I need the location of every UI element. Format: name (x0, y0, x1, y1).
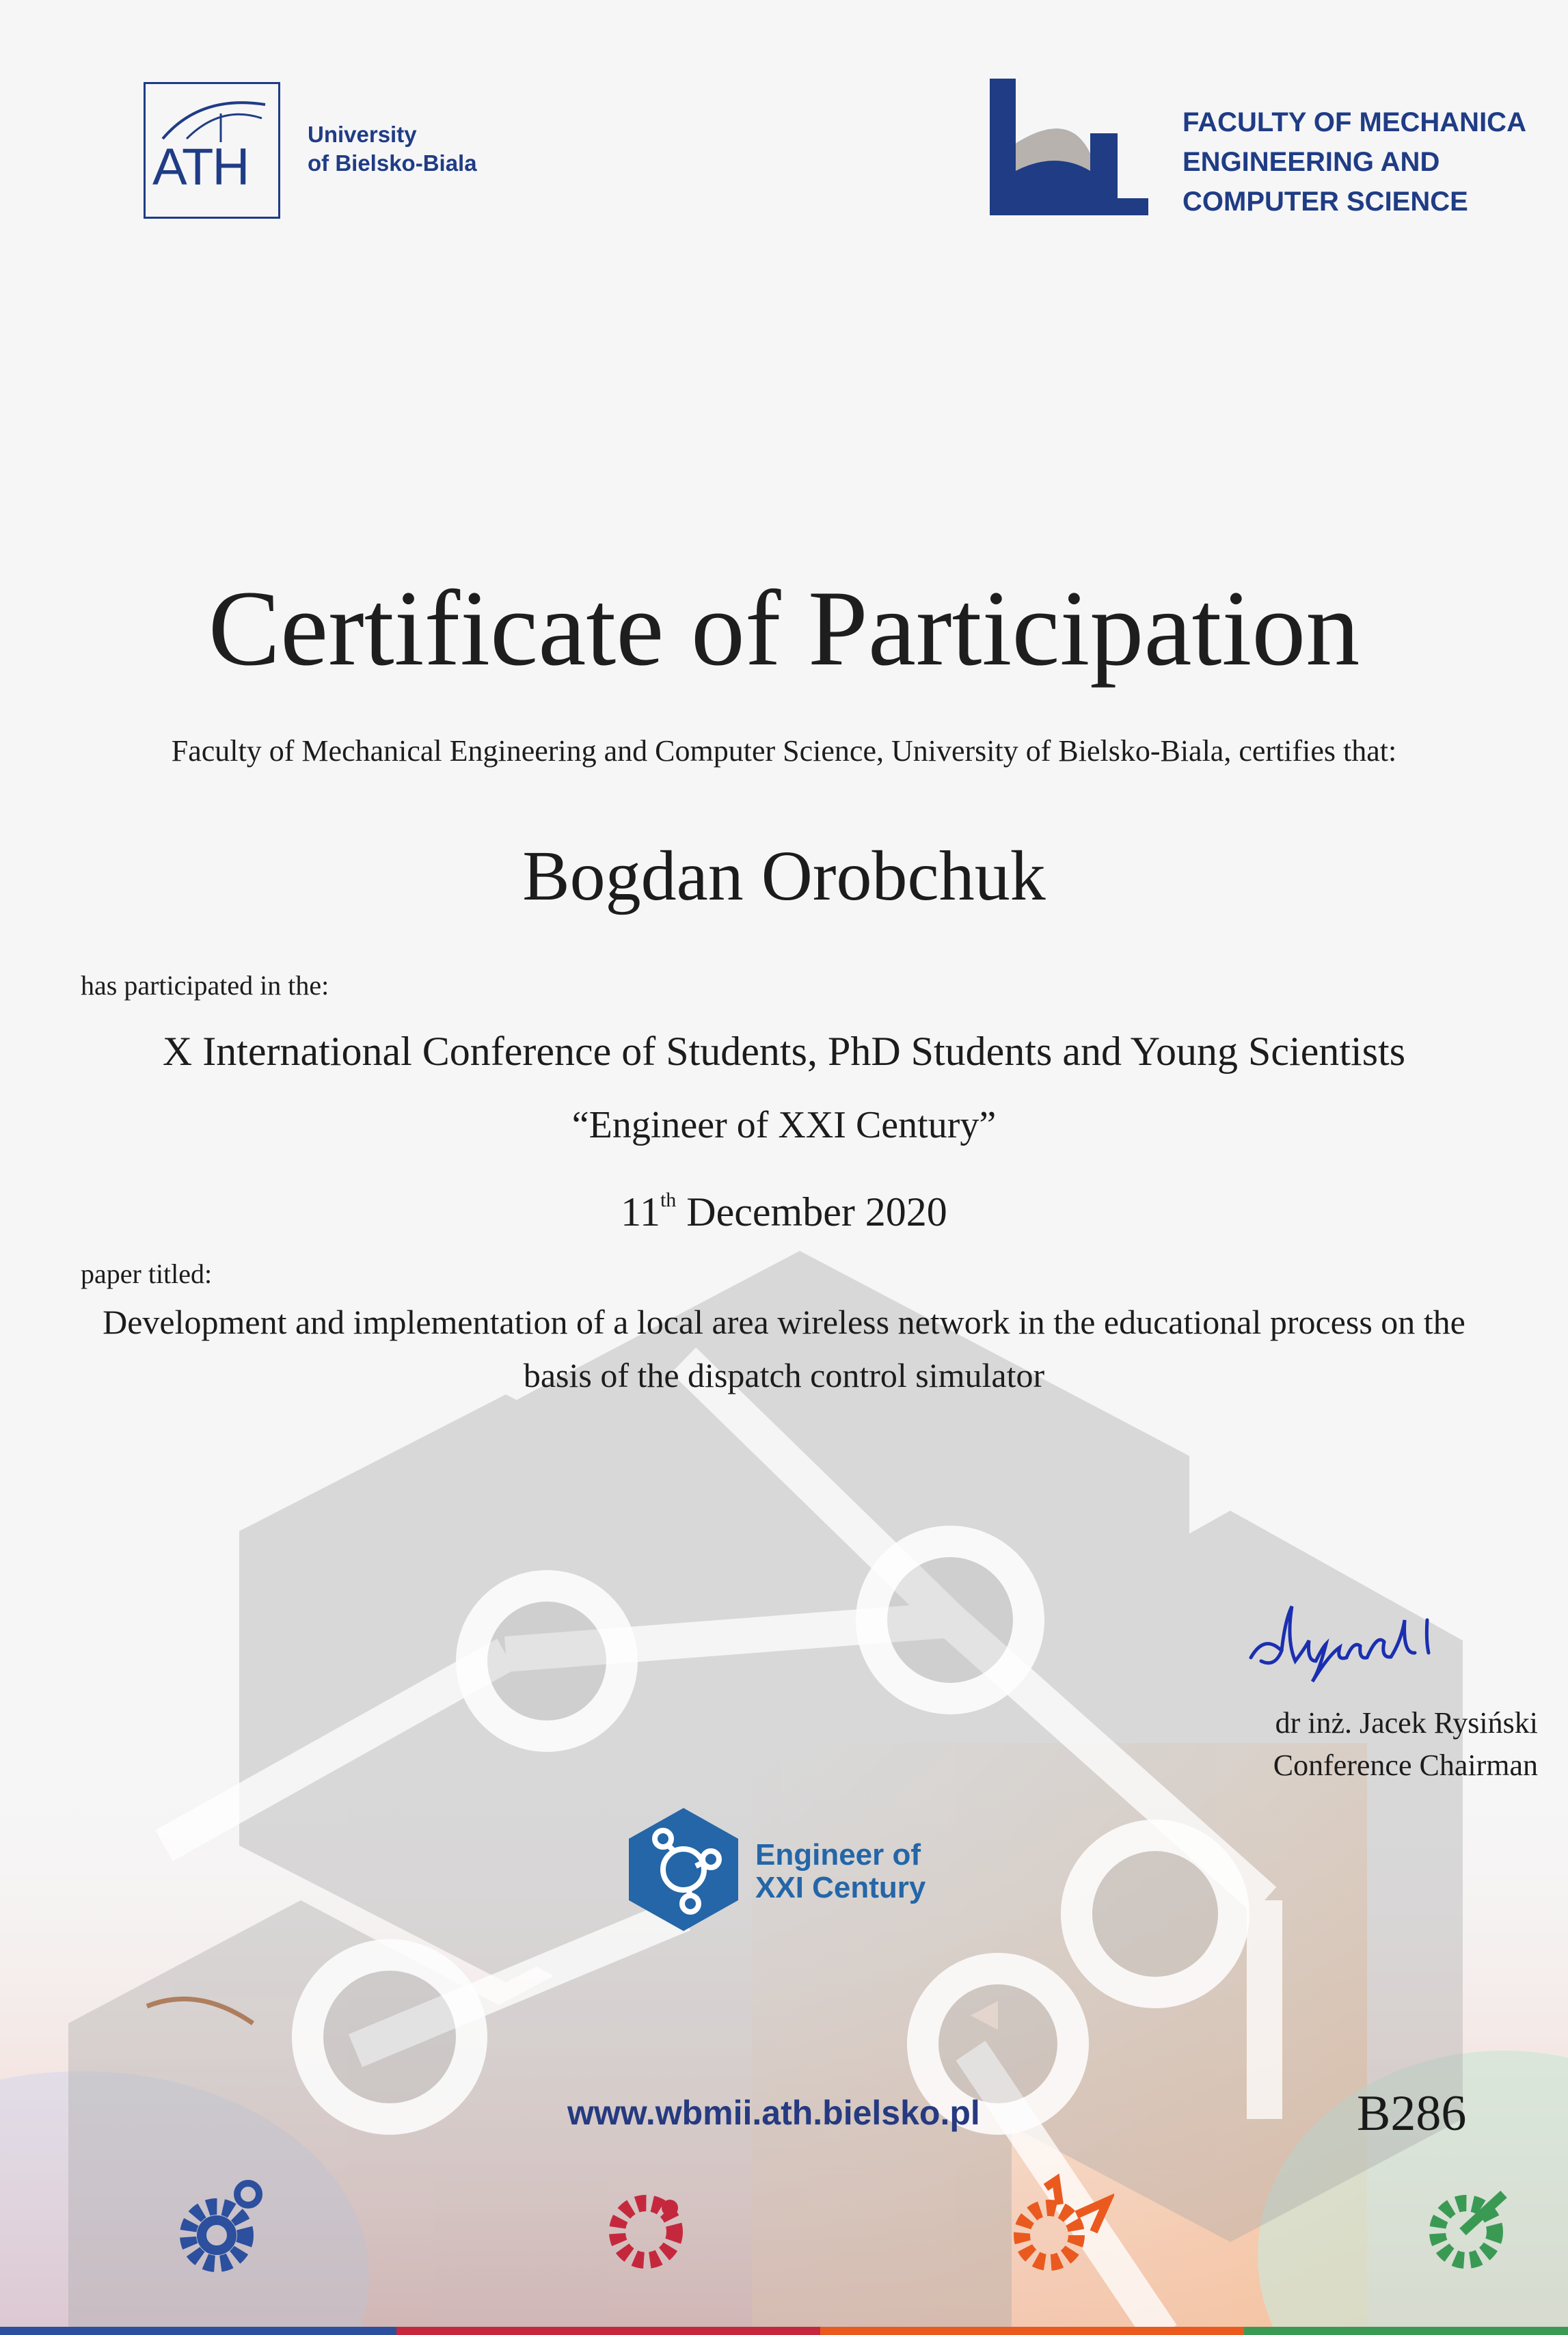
ath-logo (144, 82, 280, 219)
engineer-logo-text: Engineer of XXI Century (755, 1838, 926, 1904)
signature-image (1244, 1593, 1497, 1695)
conference-motto: “Engineer of XXI Century” (571, 1104, 997, 1146)
faculty-logo-icon (988, 79, 1152, 215)
conference-date: 11th December 2020 (621, 1189, 947, 1234)
signature-block (1273, 1702, 1538, 1787)
signatory-name: dr inż. Jacek Rysiński (1275, 1706, 1538, 1740)
paper-label: paper titled: (81, 1258, 213, 1289)
participated-label: has participated in the: (81, 970, 329, 1001)
signatory-role: Conference Chairman (1273, 1749, 1538, 1782)
gear-blue-icon (174, 2174, 270, 2276)
gear-red-icon (601, 2181, 697, 2276)
gear-orange-icon (1005, 2174, 1114, 2276)
ath-letters: ATH (152, 138, 249, 196)
ath-university-name: University of Bielsko-Biala (308, 122, 477, 176)
paper-title: Development and implementation of a local area wireless network in the educational process on the basis of the dispatch control simulator (103, 1303, 1465, 1394)
recipient-name: Bogdan Orobchuk (522, 837, 1046, 915)
conference-name: X International Conference of Students, PhD Students and Young Scientists (162, 1029, 1406, 1074)
engineer-logo-icon (622, 1805, 745, 1934)
website-url: www.wbmii.ath.bielsko.pl (567, 2094, 980, 2132)
certificate-title: Certificate of Participation (208, 569, 1360, 688)
faculty-name: FACULTY OF MECHANICA ENGINEERING AND COMPUTER SCIENCE (1182, 107, 1526, 217)
gear-green-icon (1422, 2181, 1524, 2276)
certificate-code: B286 (1357, 2086, 1467, 2142)
issuer-line: Faculty of Mechanical Engineering and Computer Science, University of Bielsko-Biala, certifies that: (171, 734, 1397, 768)
